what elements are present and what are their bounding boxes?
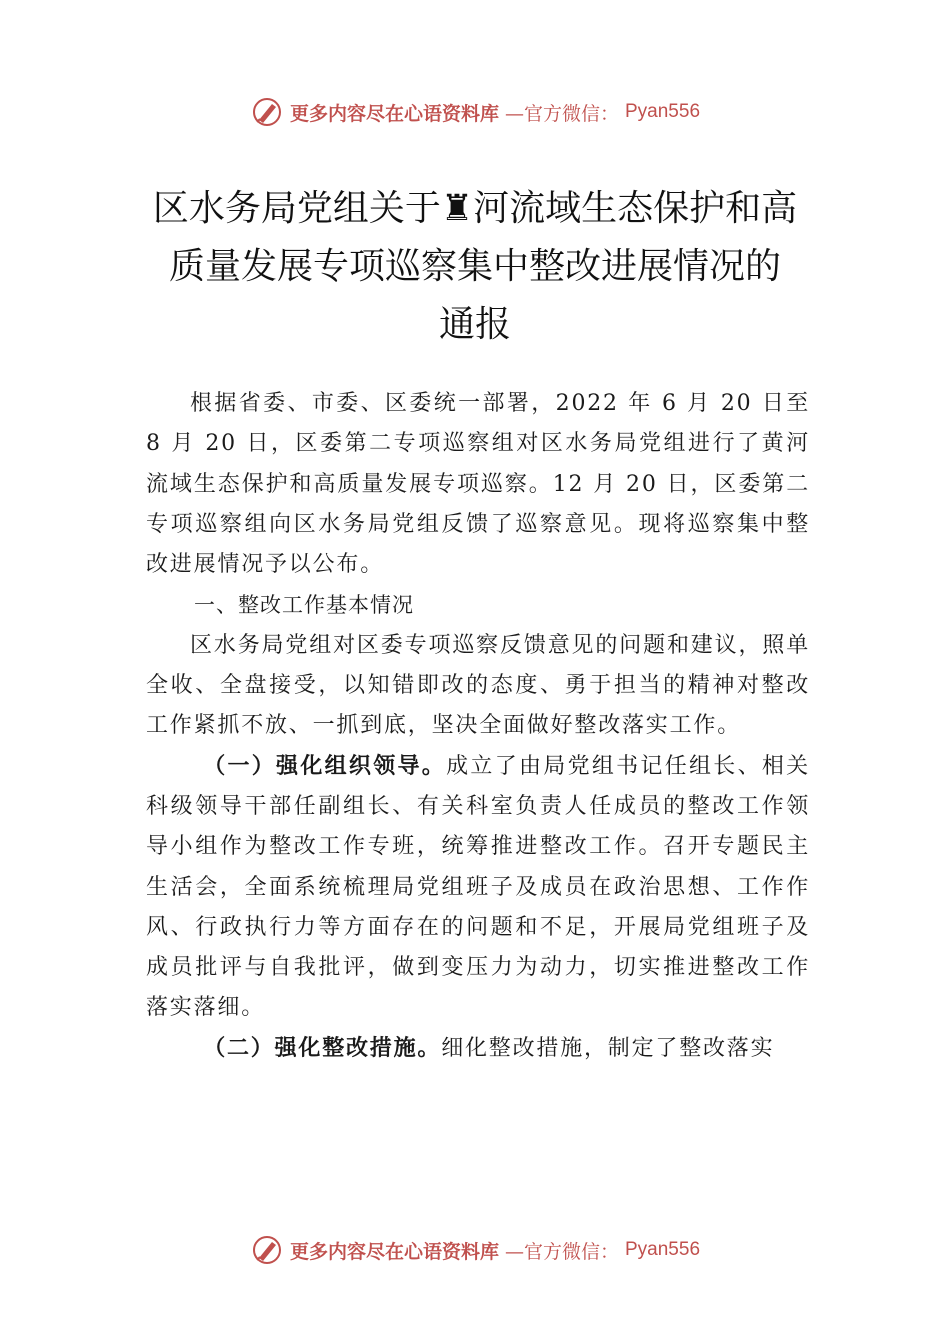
watermark-separator: —官方微信：	[504, 102, 619, 125]
pen-nib-icon	[250, 1233, 284, 1267]
document-body	[146, 384, 810, 1069]
overview-paragraph: 区水务局党组对区委专项巡察反馈意见的问题和建议，照单全收、全盘接受，以知错即改的态度、勇于担当的精神对整改工作紧抓不放、一抓到底，坚决全面做好整改落实工作。	[146, 632, 810, 739]
subsection-1-text: 成立了由局党组书记任组长、相关科级领导干部任副组长、有关科室负责人任成员的整改工作领导小组作为整改工作专班，统筹推进整改工作。召开专题民主生活会，全面系统梳理局党组班子及成员在政治思想、工作作风、行政执行力等方面存在的问题和不足，开展局党组班子及成员批评与自我批评，做到变压力为动力，切实推进整改工作落实落细。	[146, 753, 810, 1021]
watermark-header	[0, 95, 950, 129]
watermark-main-text: 更多内容尽在心语资料库	[289, 102, 499, 125]
watermark-handle: Pyan556	[625, 101, 701, 122]
subsection-1	[146, 747, 810, 1029]
intro-paragraph: 根据省委、市委、区委统一部署，2022 年 6 月 20 日至 8 月 20 日，区委第二专项巡察组对区水务局党组进行了黄河流域生态保护和高质量发展专项巡察。12 月 20 日，区委第二专项巡察组向区水务局党组反馈了巡察意见。现将巡察集中整改进展情况予以公布。	[146, 391, 810, 578]
title-line-3: 通报	[438, 304, 511, 345]
watermark-footer	[0, 1233, 950, 1267]
section-heading-1: 一、整改工作基本情况	[194, 593, 414, 618]
subsection-1-label: （一）强化组织领导。	[203, 753, 447, 779]
watermark-separator: —官方微信：	[504, 1240, 619, 1263]
subsection-2-text: 细化整改措施，制定了整改落实	[441, 1035, 775, 1061]
document-title	[120, 180, 830, 354]
title-line-2: 质量发展专项巡察集中整改进展情况的	[168, 246, 781, 287]
title-line-1: 区水务局党组关于♜河流域生态保护和高	[152, 188, 798, 229]
watermark-main-text: 更多内容尽在心语资料库	[289, 1240, 499, 1263]
subsection-2-label: （二）强化整改措施。	[203, 1035, 442, 1061]
subsection-2	[146, 1029, 810, 1069]
watermark-handle: Pyan556	[625, 1239, 701, 1260]
pen-nib-icon	[250, 95, 284, 129]
